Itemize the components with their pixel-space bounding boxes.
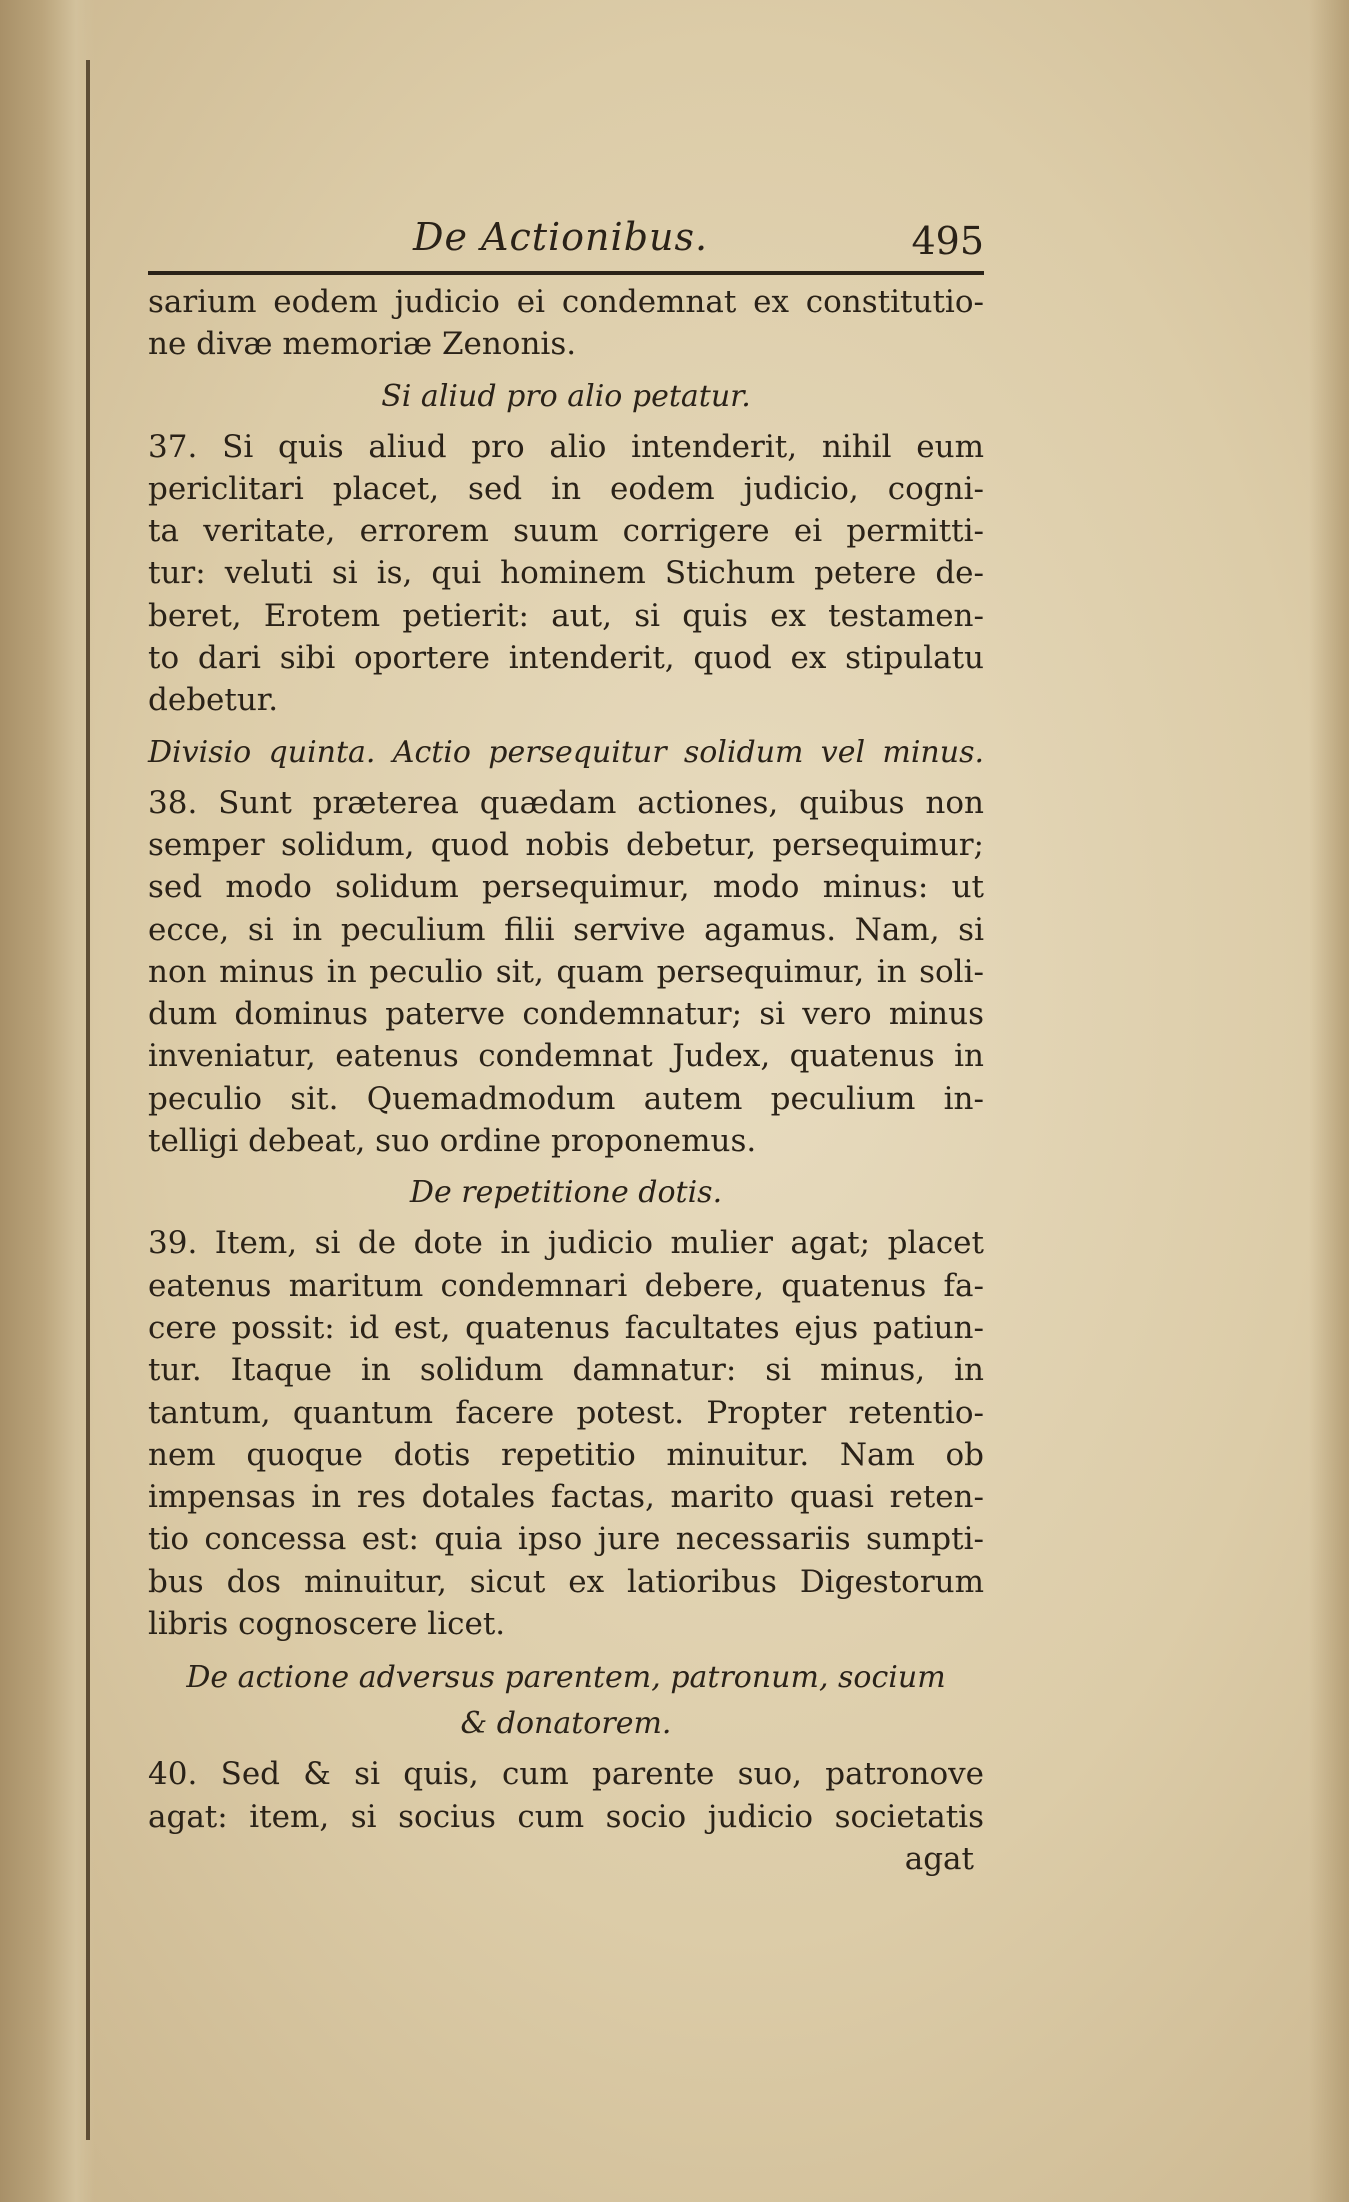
text-line: dum dominus paterve condemnatur; si vero minus xyxy=(148,996,984,1033)
text-line: sarium eodem judicio ei condemnat ex constitutio- xyxy=(148,284,984,320)
text-line: ne divæ memoriæ Zenonis. xyxy=(148,326,577,363)
catchword: agat xyxy=(904,1840,974,1877)
text-line: sed modo solidum persequimur, modo minus: ut xyxy=(148,869,984,906)
gutter-fold-line xyxy=(86,60,90,2140)
text-line: nem quoque dotis repetitio minuitur. Nam ob xyxy=(148,1436,984,1473)
text-line: to dari sibi oportere intenderit, quod ex stipulatu xyxy=(148,640,984,677)
section-heading: & donatorem. xyxy=(460,1706,672,1742)
header-rule xyxy=(148,271,984,275)
page-number: 495 xyxy=(911,219,984,263)
body-content xyxy=(148,281,984,1838)
text-line: cere possit: id est, quatenus facultates ejus patiun- xyxy=(148,1309,984,1346)
text-line: 38. Sunt præterea quædam actiones, quibus non xyxy=(148,784,984,821)
text-line: tur: veluti si is, qui hominem Stichum petere de- xyxy=(148,555,984,592)
text-line: telligi debeat, suo ordine proponemus. xyxy=(148,1123,757,1160)
section-heading: De repetitione dotis. xyxy=(409,1175,723,1211)
page-gutter xyxy=(0,0,95,2202)
text-line: impensas in res dotales factas, marito quasi reten- xyxy=(148,1479,984,1516)
text-line: tio concessa est: quia ipso jure necessariis sumpti- xyxy=(148,1521,984,1558)
text-line: periclitari placet, sed in eodem judicio, cogni- xyxy=(148,470,984,507)
running-title: De Actionibus. xyxy=(413,215,709,259)
page-edge-shadow xyxy=(1309,0,1349,2202)
text-line: debetur. xyxy=(148,682,279,719)
text-line: 40. Sed & si quis, cum parente suo, patronove xyxy=(148,1756,984,1793)
text-block xyxy=(148,215,984,1880)
text-line: bus dos minuitur, sicut ex latioribus Digestorum xyxy=(148,1563,984,1600)
text-line: semper solidum, quod nobis debetur, persequimur; xyxy=(148,826,984,863)
text-line: 39. Item, si de dote in judicio mulier agat; placet xyxy=(148,1225,984,1262)
text-line: beret, Erotem petierit: aut, si quis ex testamen- xyxy=(148,597,984,634)
text-line: non minus in peculio sit, quam persequimur, in soli- xyxy=(148,953,984,990)
text-line: ta veritate, errorem suum corrigere ei permitti- xyxy=(148,513,984,550)
text-line: 37. Si quis aliud pro alio intenderit, nihil eum xyxy=(148,428,984,465)
text-line: inveniatur, eatenus condemnat Judex, quatenus in xyxy=(148,1038,984,1075)
text-line: agat: item, si socius cum socio judicio societatis xyxy=(148,1798,984,1835)
section-heading: Si aliud pro alio petatur. xyxy=(381,378,751,414)
text-line: tur. Itaque in solidum damnatur: si minus, in xyxy=(148,1352,984,1389)
section-heading: Divisio quinta. Actio persequitur solidum vel minus. xyxy=(148,734,984,770)
page-header xyxy=(148,215,984,271)
section-heading: De actione adversus parentem, patronum, socium xyxy=(186,1660,946,1696)
text-line: peculio sit. Quemadmodum autem peculium in- xyxy=(148,1080,984,1117)
text-line: ecce, si in peculium filii servive agamus. Nam, si xyxy=(148,911,984,948)
text-line: tantum, quantum facere potest. Propter retentio- xyxy=(148,1394,984,1431)
text-line: libris cognoscere licet. xyxy=(148,1606,506,1643)
text-line: eatenus maritum condemnari debere, quatenus fa- xyxy=(148,1267,984,1304)
